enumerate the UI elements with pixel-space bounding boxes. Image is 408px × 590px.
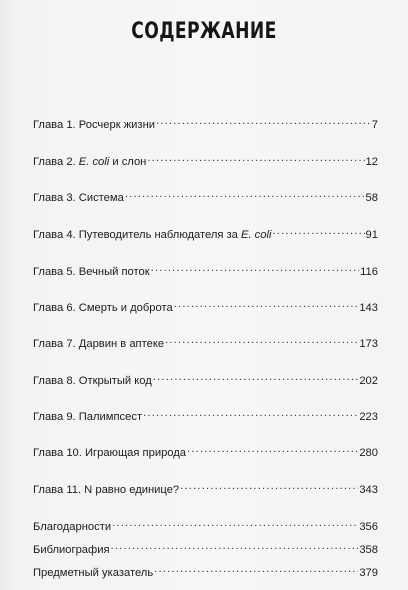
dot-leader <box>143 406 358 420</box>
dot-leader <box>112 516 358 530</box>
toc-entry <box>33 151 378 168</box>
toc-entry <box>33 187 378 204</box>
toc-entry <box>33 479 378 496</box>
entry-page-number: 280 <box>359 447 378 459</box>
dot-leader <box>180 479 358 493</box>
entry-title: Глава 9. Палимпсест <box>33 411 143 423</box>
toc-entry <box>33 333 378 350</box>
entry-title: Благодарности <box>33 521 112 533</box>
entry-title: Глава 6. Смерть и доброта <box>33 302 173 314</box>
entry-page-number: 223 <box>359 411 378 423</box>
dot-leader <box>111 539 359 553</box>
entry-page-number: 202 <box>359 375 378 387</box>
entry-title: Глава 1. Росчерк жизни <box>33 119 155 131</box>
entry-title: Библиография <box>33 544 110 556</box>
entry-page-number: 7 <box>371 119 378 131</box>
entry-page-number: 58 <box>365 192 378 204</box>
dot-leader <box>153 370 359 384</box>
entry-title: Глава 7. Дарвин в аптеке <box>33 338 165 350</box>
entry-title: Глава 3. Система <box>33 192 124 204</box>
entry-page-number: 12 <box>365 156 378 168</box>
toc-entry <box>33 370 378 387</box>
dot-leader <box>156 114 371 128</box>
entry-page-number: 91 <box>365 229 378 241</box>
page-title: СОДЕРЖАНИЕ <box>131 19 277 44</box>
entry-page-number: 356 <box>359 521 378 533</box>
toc-entry <box>33 406 378 423</box>
entry-title: Глава 11. N равно единице? <box>33 484 180 496</box>
entry-page-number: 343 <box>359 484 378 496</box>
toc-entry <box>33 539 378 556</box>
dot-leader <box>187 442 358 456</box>
entry-title: Глава 2. E. coli и слон <box>33 156 147 168</box>
toc-entry <box>33 516 378 533</box>
entry-page-number: 143 <box>359 302 378 314</box>
dot-leader <box>174 297 359 311</box>
toc-entry <box>33 224 378 241</box>
entry-title: Глава 10. Играющая природа <box>33 447 187 459</box>
toc-entry <box>33 562 378 579</box>
entry-title: Предметный указатель <box>33 567 154 579</box>
entry-title: Глава 5. Вечный поток <box>33 266 150 278</box>
dot-leader <box>147 151 364 165</box>
toc-entry <box>33 442 378 459</box>
entry-title: Глава 4. Путеводитель наблюдателя за E. coli <box>33 229 272 241</box>
toc-entry <box>33 261 378 278</box>
toc-entry <box>33 297 378 314</box>
dot-leader <box>165 333 358 347</box>
entry-page-number: 358 <box>359 544 378 556</box>
entry-title: Глава 8. Открытый код <box>33 375 152 387</box>
dot-leader <box>154 562 358 576</box>
entry-page-number: 173 <box>359 338 378 350</box>
toc-entry <box>33 114 378 131</box>
entry-page-number: 116 <box>360 266 378 278</box>
dot-leader <box>151 261 360 275</box>
entry-page-number: 379 <box>359 567 378 579</box>
dot-leader <box>125 187 365 201</box>
dot-leader <box>272 224 364 238</box>
